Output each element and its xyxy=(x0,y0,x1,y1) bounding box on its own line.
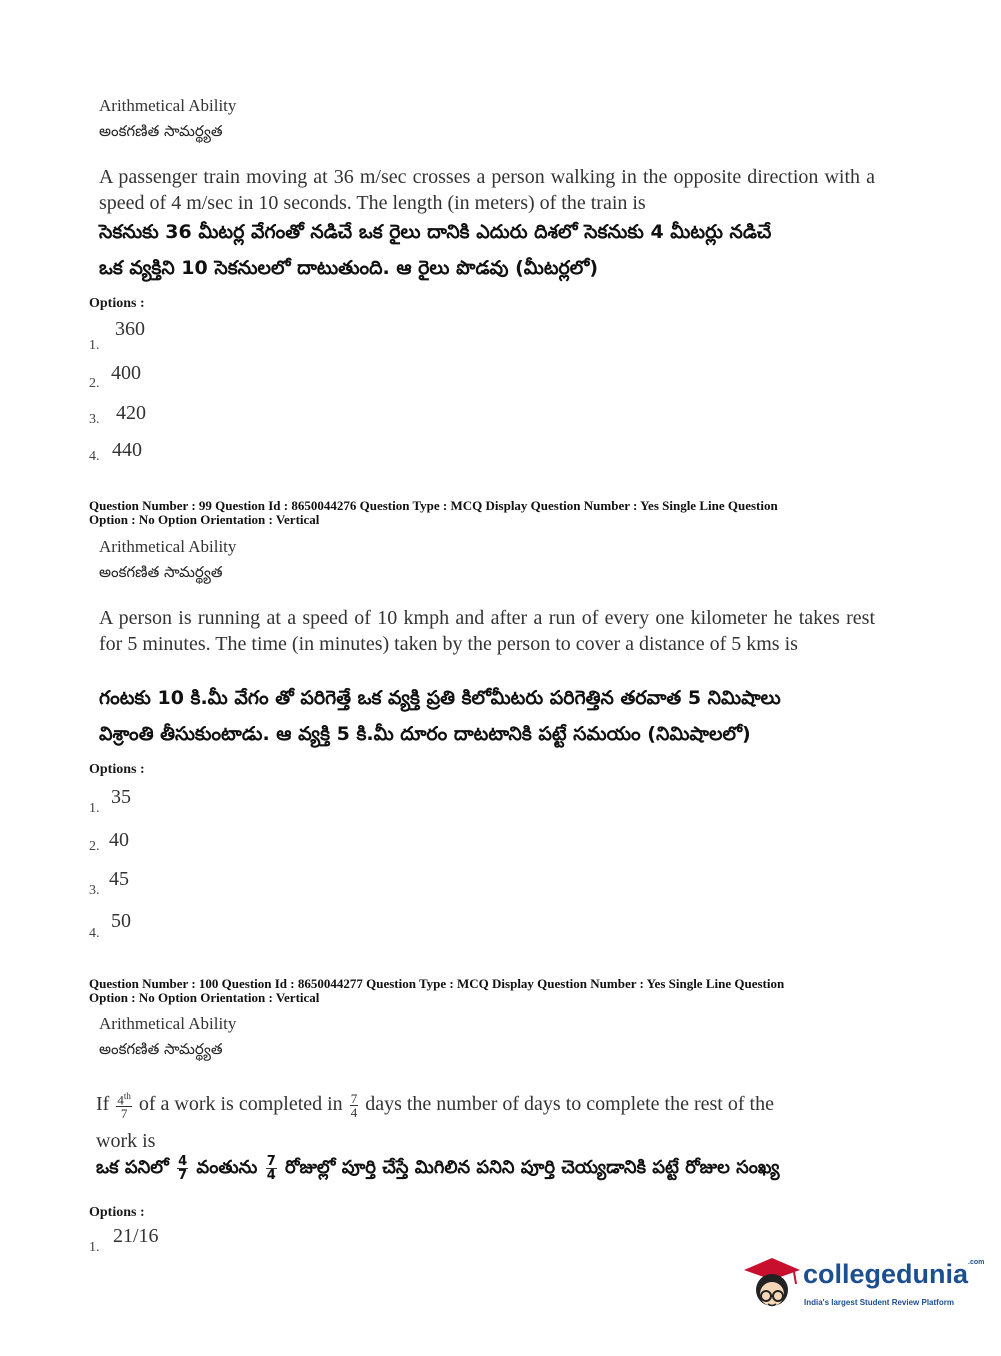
q3-subject-te: అంకగణిత సామర్థ్యత xyxy=(99,1040,223,1058)
q3-te-frac2-den: 4 xyxy=(266,1167,276,1183)
logo-suffix: .com xyxy=(968,1259,985,1266)
q3-te-b: వంతును xyxy=(196,1157,258,1178)
q1-options-label: Options : xyxy=(89,296,145,311)
q3-option-1-number: 1. xyxy=(89,1240,100,1255)
q3-te-fraction-4-7 xyxy=(177,1155,188,1182)
q3-question-te xyxy=(96,1150,896,1186)
q3-fraction-4th-7 xyxy=(116,1090,132,1120)
q2-option-1-value[interactable]: 35 xyxy=(111,786,131,808)
q3-question-en-line2: work is xyxy=(96,1130,156,1152)
q3-frac1-sup: th xyxy=(123,1091,131,1101)
q3-if-text: If xyxy=(96,1092,110,1115)
q2-option-4-number: 4. xyxy=(89,926,100,941)
q1-option-2-number: 2. xyxy=(89,376,100,391)
q3-subject-en: Arithmetical Ability xyxy=(99,1014,237,1033)
q2-option-2-value[interactable]: 40 xyxy=(109,829,129,851)
q2-option-3-number: 3. xyxy=(89,883,100,898)
q1-option-2-value[interactable]: 400 xyxy=(111,362,141,384)
q1-option-3-number: 3. xyxy=(89,412,100,427)
q1-subject-te: అంకగణిత సామర్థ్యత xyxy=(99,122,223,140)
q1-option-4-number: 4. xyxy=(89,449,100,464)
q2-question-te-line1: గంటకు 10 కి.మీ వేగం తో పరిగెత్తే ఒక వ్యక్తి ప్రతి కిలోమీటరు పరిగెత్తిన తరవాత 5 నిమిషాలు xyxy=(99,687,781,709)
q1-option-1-number: 1. xyxy=(89,338,100,353)
logo-name: collegedunia xyxy=(803,1259,969,1289)
q3-frac1-den: 7 xyxy=(120,1106,128,1122)
q1-question-te-line2: ఒక వ్యక్తిని 10 సెకనులలో దాటుతుంది. ఆ రైలు పొడవు (మీటర్లలో) xyxy=(99,257,599,279)
q3-te-a: ఒక పనిలో xyxy=(96,1157,169,1178)
q1-subject-en: Arithmetical Ability xyxy=(99,96,237,115)
q1-option-1-value[interactable]: 360 xyxy=(115,318,145,340)
q2-subject-en: Arithmetical Ability xyxy=(99,537,237,556)
q2-option-2-number: 2. xyxy=(89,839,100,854)
q3-te-fraction-7-4 xyxy=(266,1155,277,1182)
q3-te-frac2-num: 7 xyxy=(266,1153,276,1169)
q2-subject-te: అంకగణిత సామర్థ్యత xyxy=(99,563,223,581)
q3-meta-line1: Question Number : 100 Question Id : 8650044277 Question Type : MCQ Display Question Number : Yes Single Line Question xyxy=(89,976,785,991)
q3-te-frac1-num: 4 xyxy=(178,1153,188,1169)
q3-te-frac1-den: 7 xyxy=(178,1167,188,1183)
q2-question-te-line2: విశ్రాంతి తీసుకుంటాడు. ఆ వ్యక్తి 5 కి.మీ దూరం దాటటానికి పట్టే సమయం (నిమిషాలలో) xyxy=(99,723,751,745)
q3-question-en xyxy=(96,1090,872,1120)
q3-meta-line2: Option : No Option Orientation : Vertical xyxy=(89,990,320,1005)
q2-meta-line1: Question Number : 99 Question Id : 8650044276 Question Type : MCQ Display Question Number : Yes Single Line Question xyxy=(89,498,778,513)
q3-options-label: Options : xyxy=(89,1205,145,1220)
q3-frac2-den: 4 xyxy=(350,1104,358,1120)
q3-frac2-num: 7 xyxy=(350,1090,358,1106)
q1-question-en: A passenger train moving at 36 m/sec crosses a person walking in the opposite direction with a speed of 4 m/sec in 10 seconds. The length (in meters) of the train is xyxy=(99,166,875,214)
q1-option-4-value[interactable]: 440 xyxy=(112,439,142,461)
q1-option-3-value[interactable]: 420 xyxy=(116,402,146,424)
q2-option-4-value[interactable]: 50 xyxy=(111,910,131,932)
q2-meta-line2: Option : No Option Orientation : Vertical xyxy=(89,512,320,527)
q3-end-text: days the number of days to complete the rest of the xyxy=(365,1092,774,1115)
q3-option-1-value[interactable]: 21/16 xyxy=(113,1225,159,1247)
logo-tagline: India's largest Student Review Platform xyxy=(804,1298,954,1307)
q2-option-1-number: 1. xyxy=(89,801,100,816)
q2-question-en: A person is running at a speed of 10 kmph and after a run of every one kilometer he takes rest for 5 minutes. The time (in minutes) taken by the person to cover a distance of 5 kms is xyxy=(99,607,875,655)
logo-wordmark xyxy=(803,1259,984,1290)
q2-options-label: Options : xyxy=(89,762,145,777)
q3-fraction-7-4 xyxy=(350,1092,359,1119)
q3-te-c: రోజుల్లో పూర్తి చేస్తే మిగిలిన పనిని పూర్తి చెయ్యడానికి పట్టే రోజుల సంఖ్య xyxy=(285,1157,780,1178)
q3-frac1-num: 4 xyxy=(117,1092,124,1108)
q2-option-3-value[interactable]: 45 xyxy=(109,868,129,890)
q3-mid-text: of a work is completed in xyxy=(138,1092,343,1115)
q1-question-te-line1: సెకనుకు 36 మీటర్ల వేగంతో నడిచే ఒక రైలు దానికి ఎదురు దిశలో సెకనుకు 4 మీటర్లు నడిచే xyxy=(99,221,772,243)
